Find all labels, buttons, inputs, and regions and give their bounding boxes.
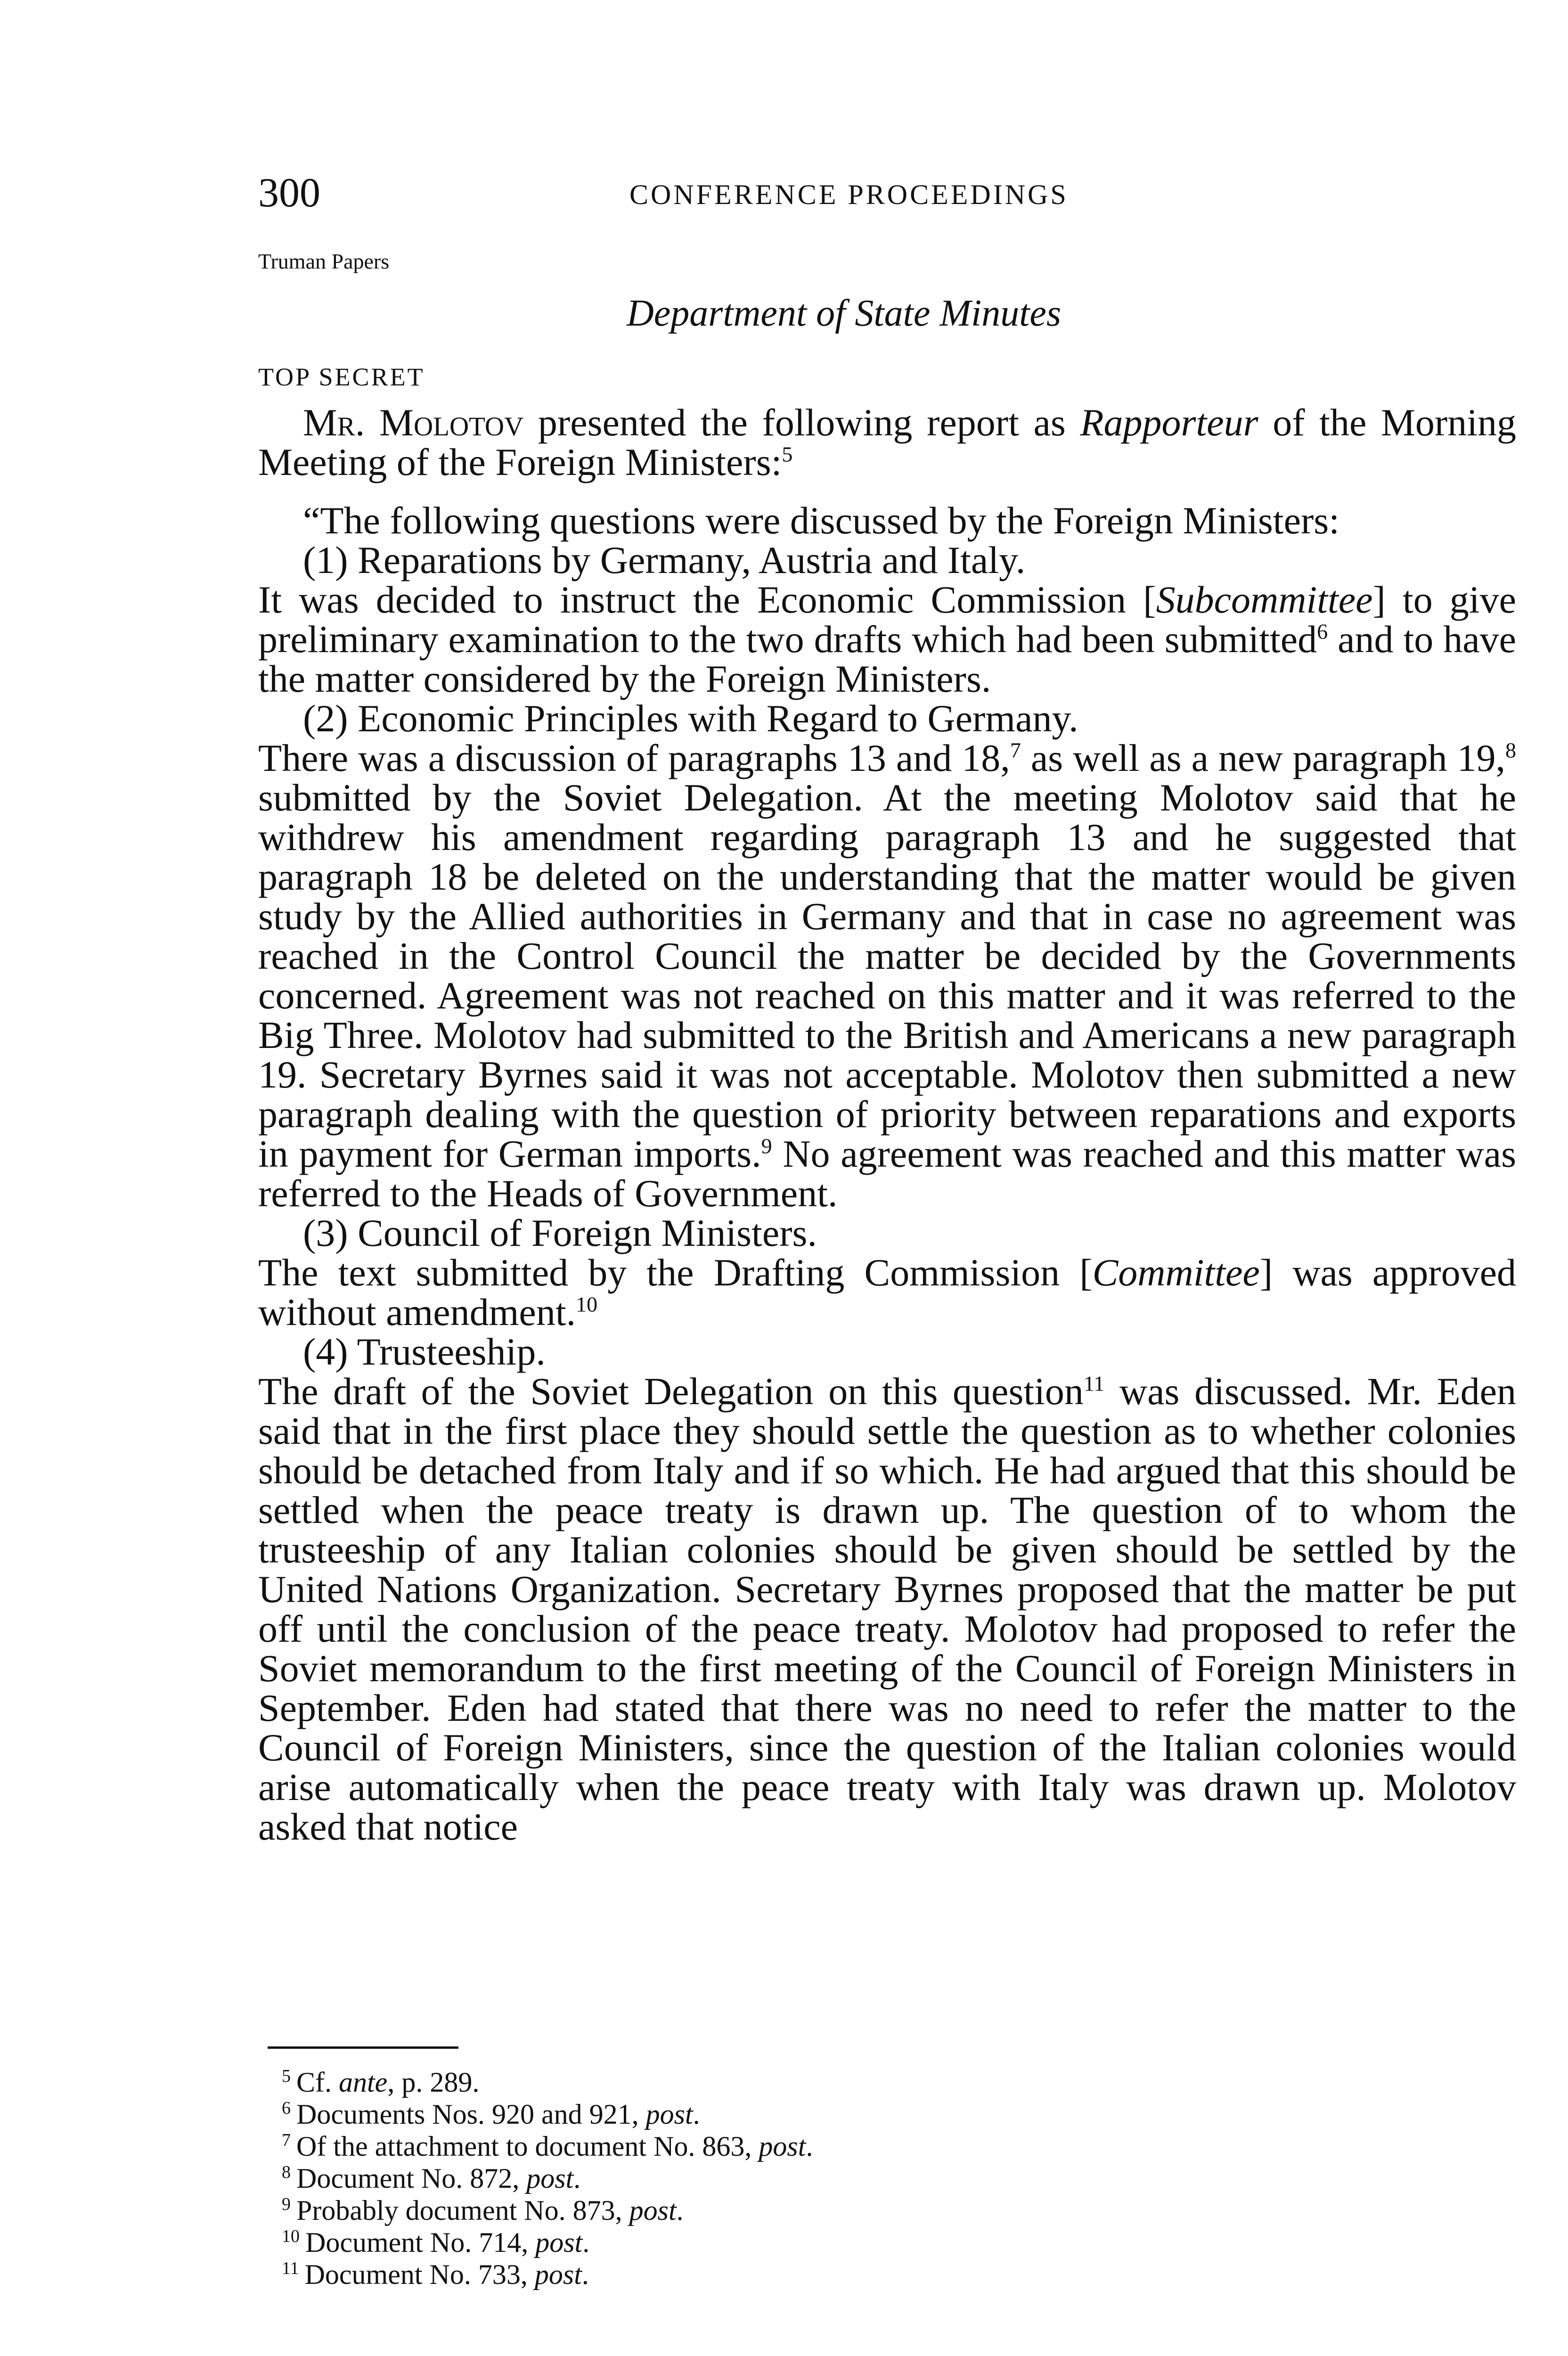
text-run: post (645, 2099, 693, 2130)
text-run: and to have the matter considered by the Foreign Ministers. (258, 618, 1517, 700)
text-run: , p. 289. (387, 2067, 480, 2098)
footnote-ref: 8 (1505, 738, 1516, 762)
text-run: Document No. 872, (296, 2163, 527, 2194)
running-head (258, 167, 1521, 219)
footnote-mark: 10 (282, 2226, 300, 2246)
text-run: . (573, 2163, 581, 2194)
text-run: Of the attachment to document No. 863, (296, 2131, 759, 2162)
source-label: Truman Papers (258, 249, 390, 273)
footnote (282, 2066, 813, 2098)
classification-label: TOP SECRET (258, 363, 425, 391)
text-run: was discussed. Mr. Eden said that in the first place they should settle the question as to whether colonies should be detached from Italy and if so which. He had argued that this should be settled when the peace treaty is drawn up. The question of to whom the trusteeship of any Italian colonies should be given should be settled by the United Nations Organization. Secretary Byrnes proposed that the matter be put off until the conclusion of the peace treaty. Molotov had proposed to refer the Soviet memorandum to the first meeting of the Council of Foreign Ministers in September. Eden had stated that there was no need to refer the matter to the Council of Foreign Ministers, since the question of the Italian colonies would arise automatically when the peace treaty with Italy was drawn up. Molotov asked that notice (258, 1370, 1516, 1848)
text-run: post (629, 2195, 677, 2226)
footnote-ref: 11 (1083, 1371, 1105, 1396)
text-run: of the Morning Meeting of the Foreign Ministers: (258, 401, 1516, 483)
text-run: ] to give preliminary examination to the two drafts which had been submitted (258, 578, 1516, 661)
text-run: ante (339, 2067, 388, 2098)
item-heading: (2) Economic Principles with Regard to Germany. (303, 697, 1078, 740)
text-run: post (535, 2227, 583, 2258)
text-run: post (534, 2259, 582, 2290)
speaker-name: Mr. Molotov (303, 401, 524, 444)
text-run: There was a discussion of paragraphs 13 and 18, (258, 736, 1010, 779)
footnote-mark: 8 (282, 2162, 291, 2182)
quote-opening: “The following questions were discussed by the Foreign Ministers: (303, 499, 1339, 542)
text-run: presented the following report as (523, 401, 1080, 444)
footnote-ref: 9 (761, 1134, 772, 1158)
text-run: post (759, 2131, 806, 2162)
footnote (282, 2162, 813, 2194)
item-heading: (4) Trusteeship. (303, 1330, 546, 1373)
footnote-ref: 10 (576, 1292, 598, 1317)
footnote-rule (268, 2046, 458, 2049)
text-run: . (676, 2195, 684, 2226)
text-run: ] was approved without amendment. (258, 1251, 1516, 1333)
intro-paragraph (258, 403, 1516, 482)
editorial-insert: Committee (1092, 1251, 1260, 1294)
page-number: 300 (258, 170, 320, 216)
body-text (258, 403, 1516, 1847)
footnote-mark: 7 (282, 2130, 291, 2150)
text-run: Documents Nos. 920 and 921, (296, 2099, 646, 2130)
text-run: submitted by the Soviet Delegation. At the meeting Molotov said that he withdrew his amendment regarding paragraph 13 and he suggested that paragraph 18 be deleted on the understanding that the matter would be given study by the Allied authorities in Germany and that in case no agreement was reached in the Control Council the matter be decided by the Governments concerned. Agreement was not reached on this matter and it was referred to the Big Three. Molotov had submitted to the British and Americans a new paragraph 19. Secretary Byrnes said it was not acceptable. Molotov then submitted a new paragraph dealing with the question of priority between reparations and exports in payment for German imports. (258, 776, 1516, 1175)
footnotes (282, 2066, 813, 2291)
footnote (282, 2194, 813, 2226)
document-title: Department of State Minutes (627, 293, 1062, 334)
item-paragraph (258, 1372, 1516, 1847)
text-run: The text submitted by the Drafting Commission [ (258, 1251, 1093, 1294)
item-heading: (3) Council of Foreign Ministers. (303, 1211, 817, 1254)
text-run: . (582, 2227, 590, 2258)
text-run: It was decided to instruct the Economic Commission [ (258, 578, 1156, 621)
text-run: Probably document No. 873, (296, 2195, 629, 2226)
footnote (282, 2098, 813, 2130)
rapporteur-term: Rapporteur (1080, 401, 1258, 444)
text-run: post (526, 2163, 574, 2194)
text-run: . (581, 2259, 589, 2290)
footnote (282, 2130, 813, 2162)
text-run: Document No. 714, (305, 2227, 536, 2258)
footnote-mark: 5 (282, 2066, 291, 2086)
item-paragraph (258, 738, 1516, 1213)
item-paragraph (258, 1253, 1516, 1332)
footnote-ref: 5 (782, 442, 793, 466)
text-run: No agreement was reached and this matter was referred to the Heads of Government. (258, 1132, 1516, 1215)
text-run: Document No. 733, (304, 2259, 535, 2290)
footnote-mark: 11 (282, 2258, 299, 2278)
text-run: The draft of the Soviet Delegation on this question (258, 1370, 1084, 1413)
item-paragraph (258, 580, 1516, 699)
running-title: CONFERENCE PROCEEDINGS (629, 179, 1069, 210)
text-run: as well as a new paragraph 19, (1021, 736, 1505, 779)
footnote (282, 2258, 813, 2291)
footnote-mark: 9 (282, 2194, 291, 2214)
text-run: . (806, 2131, 813, 2162)
text-run: Cf. (296, 2067, 339, 2098)
footnote-mark: 6 (282, 2098, 291, 2118)
text-run: . (693, 2099, 700, 2130)
editorial-insert: Subcommittee (1156, 578, 1373, 621)
footnote-ref: 7 (1010, 738, 1021, 762)
item-heading: (1) Reparations by Germany, Austria and Italy. (303, 539, 1026, 581)
footnote (282, 2226, 813, 2258)
footnote-ref: 6 (1317, 619, 1328, 644)
